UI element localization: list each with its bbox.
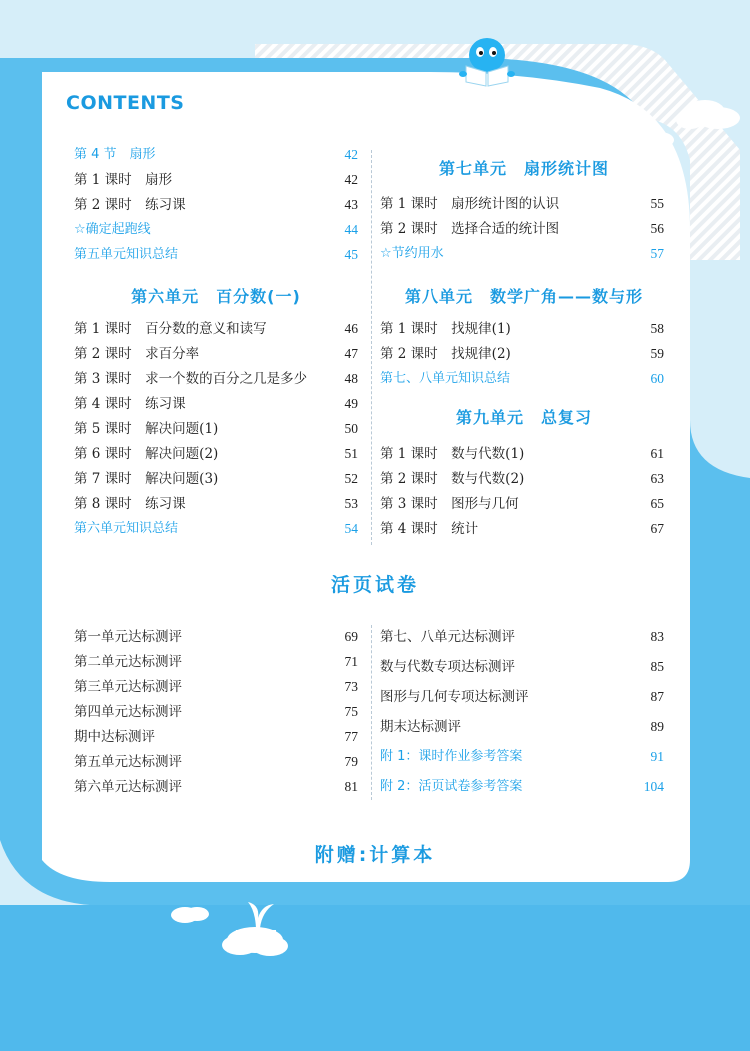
toc-entry-label: 期末达标测评 [380, 719, 461, 735]
toc-entry-label: ☆节约用水 [380, 246, 444, 261]
gift-heading: 附赠:计算本 [314, 844, 436, 866]
toc-entry-page: 42 [344, 147, 358, 162]
toc-entry[interactable] [380, 318, 664, 340]
toc-entry[interactable] [380, 746, 664, 768]
toc-entry-label: 第五单元达标测评 [74, 754, 182, 770]
toc-entry-label: 第 1 课时 扇形 [74, 172, 173, 188]
toc-entry-page: 44 [344, 222, 358, 237]
test-section-heading: 活页试卷 [330, 574, 419, 596]
column-divider [371, 150, 372, 545]
toc-entry[interactable] [74, 701, 358, 723]
toc-entry-page: 60 [650, 371, 664, 386]
toc-entry-page: 47 [344, 346, 358, 361]
toc-entry-label: 附 1：课时作业参考答案 [380, 749, 523, 764]
toc-entry[interactable] [74, 393, 358, 415]
toc-entry[interactable] [74, 219, 358, 241]
toc-entry[interactable] [380, 193, 664, 215]
toc-entry-page: 45 [344, 247, 358, 262]
toc-entry-page: 43 [344, 197, 358, 212]
toc-entry-label: 附 2：活页试卷参考答案 [380, 779, 523, 794]
toc-entry-page: 48 [344, 371, 358, 386]
toc-entry[interactable] [380, 716, 664, 738]
toc-entry-page: 85 [650, 659, 664, 674]
unit-heading: 第九单元 总复习 [455, 408, 592, 427]
toc-entry-page: 91 [650, 749, 664, 764]
toc-entry-page: 51 [344, 446, 358, 461]
unit-heading: 第六单元 百分数(一) [131, 287, 301, 306]
toc-entry-label: 第六单元达标测评 [74, 779, 182, 795]
toc-entry-label: 第 6 课时 解决问题(2) [74, 446, 219, 462]
toc-entry[interactable] [74, 468, 358, 490]
toc-entry-label: 第 2 课时 选择合适的统计图 [380, 221, 560, 237]
toc-entry-label: 数与代数专项达标测评 [380, 659, 515, 675]
toc-entry[interactable] [380, 243, 664, 265]
toc-entry-page: 49 [344, 396, 358, 411]
toc-entry-page: 77 [344, 729, 358, 744]
toc-entry-page: 59 [650, 346, 664, 361]
toc-entry-label: 第六单元知识总结 [74, 521, 179, 536]
toc-entry-label: 第 4 课时 统计 [380, 521, 479, 537]
toc-entry[interactable] [380, 443, 664, 465]
toc-entry[interactable] [380, 468, 664, 490]
toc-entry-page: 89 [650, 719, 664, 734]
toc-entry[interactable] [74, 318, 358, 340]
toc-entry-label: 第 8 课时 练习课 [74, 496, 186, 512]
toc-entry-page: 79 [344, 754, 358, 769]
toc-entry-label: 第 2 课时 练习课 [74, 197, 186, 213]
toc-entry-label: 第 7 课时 解决问题(3) [74, 471, 219, 487]
toc-entry[interactable] [74, 194, 358, 216]
toc-entry[interactable] [74, 493, 358, 515]
toc-entry[interactable] [74, 169, 358, 191]
toc-entry-label: 第 4 节 扇形 [74, 147, 156, 162]
toc-entry[interactable] [74, 726, 358, 748]
toc-entry-page: 53 [344, 496, 358, 511]
test-column-divider [371, 625, 372, 800]
toc-entry-label: 期中达标测评 [74, 729, 155, 745]
toc-entry[interactable] [380, 518, 664, 540]
toc-entry-label: 第 4 课时 练习课 [74, 396, 186, 412]
toc-entry[interactable] [380, 776, 664, 798]
toc-entry-label: 图形与几何专项达标测评 [380, 689, 529, 705]
toc-entry-page: 73 [344, 679, 358, 694]
toc-entry[interactable] [380, 218, 664, 240]
toc-entry-page: 104 [643, 779, 664, 794]
toc-entry[interactable] [74, 343, 358, 365]
toc-entry-page: 71 [344, 654, 358, 669]
toc-entry-label: 第五单元知识总结 [74, 247, 179, 262]
toc-entry-label: 第一单元达标测评 [74, 629, 182, 645]
toc-entry-label: 第 1 课时 找规律(1) [380, 321, 511, 337]
toc-entry-label: 第 2 课时 找规律(2) [380, 346, 511, 362]
toc-entry-page: 63 [650, 471, 664, 486]
toc-entry[interactable] [380, 626, 664, 648]
toc-entry-page: 61 [650, 446, 664, 461]
toc-entry[interactable] [74, 518, 358, 540]
toc-entry[interactable] [74, 144, 358, 166]
toc-entry-label: 第七、八单元达标测评 [380, 629, 515, 645]
toc-entry-page: 46 [344, 321, 358, 336]
toc-entry-label: 第 2 课时 求百分率 [74, 346, 200, 362]
unit-heading: 第七单元 扇形统计图 [438, 159, 609, 178]
toc-entry[interactable] [380, 493, 664, 515]
toc-entry-page: 75 [344, 704, 358, 719]
toc-entry[interactable] [74, 244, 358, 266]
toc-entry[interactable] [380, 343, 664, 365]
toc-entry-page: 54 [344, 521, 358, 536]
toc-entry[interactable] [74, 751, 358, 773]
toc-entry-label: 第 1 课时 数与代数(1) [380, 446, 525, 462]
toc-entry-page: 65 [650, 496, 664, 511]
toc-entry-label: 第三单元达标测评 [74, 679, 182, 695]
toc-entry[interactable] [74, 651, 358, 673]
toc-entry-page: 50 [344, 421, 358, 436]
contents-title: CONTENTS [66, 92, 185, 114]
toc-entry-page: 69 [344, 629, 358, 644]
toc-entry-label: 第 3 课时 图形与几何 [380, 496, 519, 512]
toc-entry-label: 第二单元达标测评 [74, 654, 182, 670]
toc-entry-page: 55 [650, 196, 664, 211]
toc-entry-label: ☆确定起跑线 [74, 222, 151, 237]
toc-entry-label: 第 1 课时 扇形统计图的认识 [380, 196, 560, 212]
toc-entry[interactable] [74, 626, 358, 648]
toc-entry[interactable] [380, 686, 664, 708]
toc-entry[interactable] [74, 418, 358, 440]
toc-entry-page: 42 [344, 172, 358, 187]
toc-entry[interactable] [380, 368, 664, 390]
toc-entry[interactable] [74, 776, 358, 798]
toc-entry-page: 52 [344, 471, 358, 486]
toc-entry-page: 87 [650, 689, 664, 704]
toc-entry-page: 81 [344, 779, 358, 794]
toc-entry-label: 第 1 课时 百分数的意义和读写 [74, 321, 267, 337]
toc-entry-page: 57 [650, 246, 664, 261]
toc-entry-label: 第七、八单元知识总结 [380, 371, 511, 386]
toc-entry[interactable] [74, 676, 358, 698]
toc-entry-page: 67 [650, 521, 664, 536]
toc-entry-page: 56 [650, 221, 664, 236]
unit-heading: 第八单元 数学广角——数与形 [404, 287, 643, 306]
toc-entry[interactable] [380, 656, 664, 678]
toc-entry-label: 第 5 课时 解决问题(1) [74, 421, 219, 437]
toc-entry-label: 第 2 课时 数与代数(2) [380, 471, 525, 487]
toc-entry-page: 58 [650, 321, 664, 336]
toc-entry[interactable] [74, 443, 358, 465]
toc-entry[interactable] [74, 368, 358, 390]
toc-entry-label: 第 3 课时 求一个数的百分之几是多少 [74, 371, 308, 387]
toc-entry-page: 83 [650, 629, 664, 644]
toc-entry-label: 第四单元达标测评 [74, 704, 182, 720]
